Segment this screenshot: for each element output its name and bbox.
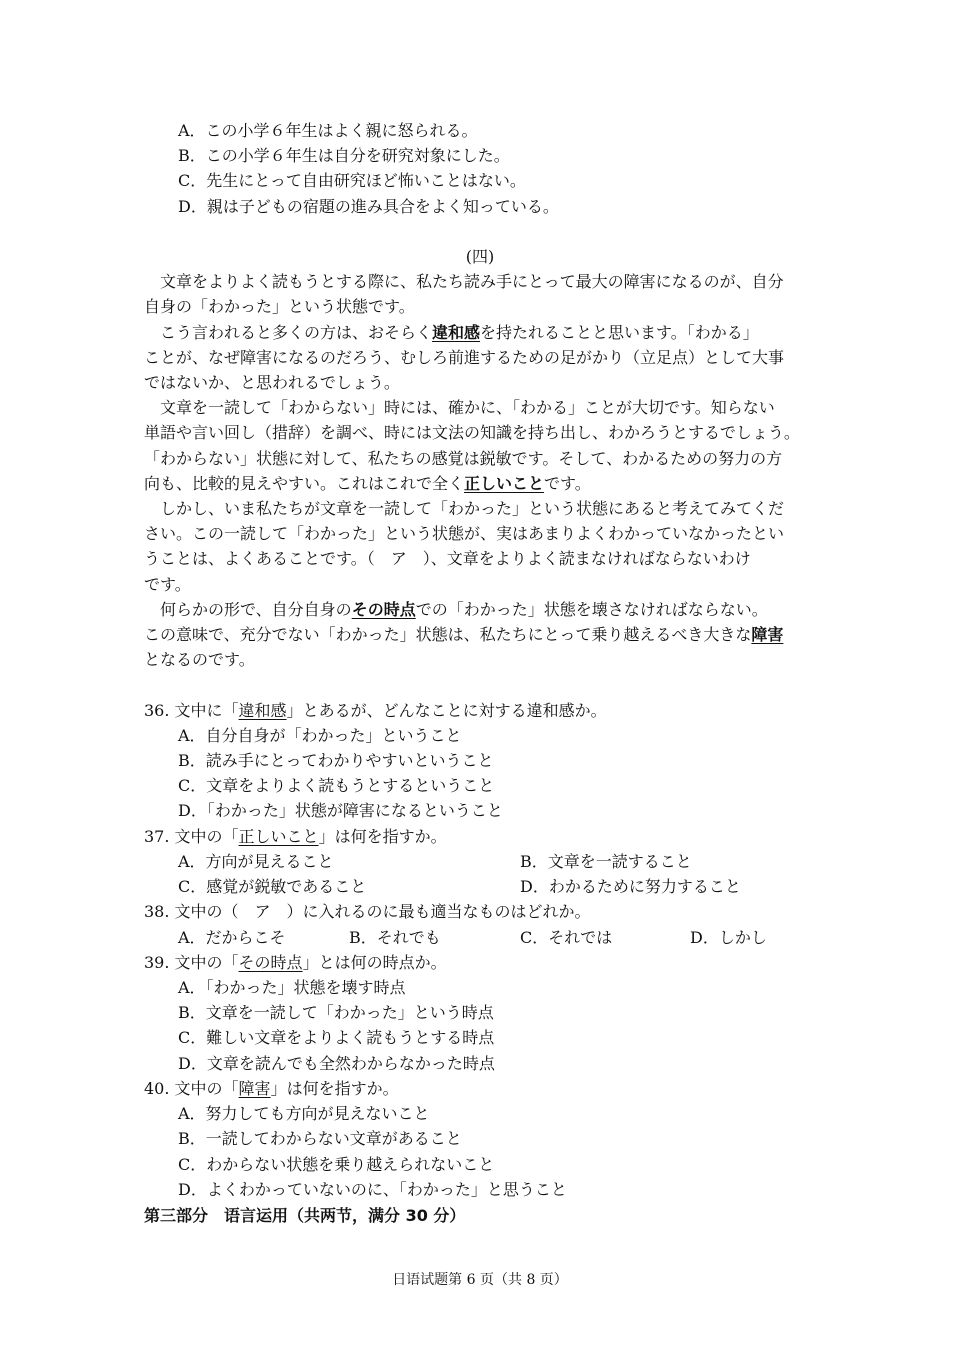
q40-option-b: B．一読してわからない文章があること bbox=[178, 1129, 462, 1148]
passage-text: 何らかの形で、自分自身の bbox=[160, 600, 352, 619]
question-text: 」は何を指すか。 bbox=[318, 827, 447, 846]
passage-line: です。 bbox=[144, 575, 191, 594]
question-text: 」とは何の時点か。 bbox=[302, 953, 447, 972]
option-a: A．この小学６年生はよく親に怒られる。 bbox=[178, 121, 478, 140]
q40-option-c: C．わからない状態を乗り越えられないこと bbox=[178, 1155, 495, 1174]
passage-text: です。 bbox=[544, 474, 591, 493]
q40-option-a: A．努力しても方向が見えないこと bbox=[178, 1104, 430, 1123]
passage-heading: (四) bbox=[465, 247, 495, 266]
option-c: C．先生にとって自由研究ほど怖いことはない。 bbox=[178, 171, 526, 190]
marked-word-iwakan: 違和感 bbox=[432, 323, 481, 342]
question-36 bbox=[144, 700, 607, 722]
passage-line: 文章を一読して「わからない」時には、確かに、「わかる」ことが大切です。知らない bbox=[160, 398, 775, 417]
question-38: 38. 文中の（ ア ）に入れるのに最も適当なものはどれか。 bbox=[144, 902, 591, 921]
q36-option-d: D．「わかった」状態が障害になるということ bbox=[178, 801, 503, 820]
section-title: 第三部分 语言运用（共两节，满分 30 分） bbox=[144, 1206, 466, 1225]
question-mark: 正しいこと bbox=[238, 827, 319, 846]
passage-line: しかし、いま私たちが文章を一読して「わかった」という状態にあると考えてみてくだ bbox=[160, 499, 785, 518]
q37-option-a: A．方向が見えること bbox=[178, 852, 334, 871]
q39-option-b: B．文章を一読して「わかった」という時点 bbox=[178, 1003, 494, 1022]
passage-text: こう言われると多くの方は、おそらく bbox=[160, 323, 433, 342]
option-d: D．親は子どもの宿題の進み具合をよく知っている。 bbox=[178, 197, 559, 216]
marked-word-tadashii: 正しいこと bbox=[464, 474, 545, 493]
passage-text: を持たれることと思います。「わかる」 bbox=[480, 323, 759, 342]
marked-word-sonojiten: その時点 bbox=[351, 600, 416, 619]
passage-line bbox=[144, 473, 591, 495]
passage-text: この意味で、充分でない「わかった」状態は、私たちにとって乗り越えるべき大きな bbox=[144, 625, 752, 644]
passage-line: うことは、よくあることです。（ ア ）、文章をよりよく読まなければならないわけ bbox=[144, 549, 751, 568]
passage-line: 自身の「わかった」という状態です。 bbox=[144, 297, 415, 316]
question-text: 40. 文中の「 bbox=[144, 1079, 239, 1098]
passage-line: ことが、なぜ障害になるのだろう、むしろ前進するための足がかり（立足点）として大事 bbox=[144, 348, 785, 367]
q38-option-a: A．だからこそ bbox=[178, 928, 286, 947]
question-40 bbox=[144, 1078, 399, 1100]
q38-option-d: D．しかし bbox=[690, 928, 767, 947]
passage-line bbox=[160, 599, 768, 621]
q38-option-c: C．それでは bbox=[520, 928, 613, 947]
marked-word-shougai: 障害 bbox=[751, 625, 784, 644]
passage-text: 向も、比較的見えやすい。これはこれで全く bbox=[144, 474, 465, 493]
passage-line: となるのです。 bbox=[144, 650, 255, 669]
q40-option-d: D．よくわかっていないのに、「わかった」と思うこと bbox=[178, 1180, 567, 1199]
q36-option-c: C．文章をよりよく読もうとするということ bbox=[178, 776, 495, 795]
page-footer: 日语试题第 6 页（共 8 页） bbox=[392, 1272, 568, 1288]
q39-option-d: D．文章を読んでも全然わからなかった時点 bbox=[178, 1054, 495, 1073]
passage-line bbox=[144, 624, 783, 646]
q37-option-c: C．感覚が鋭敏であること bbox=[178, 877, 367, 896]
question-mark: 違和感 bbox=[238, 701, 287, 720]
question-text: 37. 文中の「 bbox=[144, 827, 239, 846]
question-37 bbox=[144, 826, 447, 848]
q36-option-a: A．自分自身が「わかった」ということ bbox=[178, 726, 462, 745]
question-text: 」は何を指すか。 bbox=[270, 1079, 399, 1098]
question-39 bbox=[144, 952, 447, 974]
question-text: 」とあるが、どんなことに対する違和感か。 bbox=[286, 701, 607, 720]
question-text: 39. 文中の「 bbox=[144, 953, 239, 972]
passage-line: さい。この一読して「わかった」という状態が、実はあまりよくわかっていなかったとい bbox=[144, 524, 785, 543]
q39-option-c: C．難しい文章をよりよく読もうとする時点 bbox=[178, 1028, 495, 1047]
q38-option-b: B．それでも bbox=[349, 928, 441, 947]
q39-option-a: A．「わかった」状態を壊す時点 bbox=[178, 978, 406, 997]
question-mark: 障害 bbox=[238, 1079, 271, 1098]
passage-line: 「わからない」状態に対して、私たちの感覚は鋭敏です。そして、わかるための努力の方 bbox=[144, 449, 783, 468]
passage-line: ではないか、と思われるでしょう。 bbox=[144, 373, 400, 392]
question-mark: その時点 bbox=[238, 953, 303, 972]
q37-option-b: B．文章を一読すること bbox=[520, 852, 692, 871]
question-text: 36. 文中に「 bbox=[144, 701, 239, 720]
q36-option-b: B．読み手にとってわかりやすいということ bbox=[178, 751, 494, 770]
passage-text: での「わかった」状態を壊さなければならない。 bbox=[415, 600, 768, 619]
passage-line: 単語や言い回し（措辞）を調べ、時には文法の知識を持ち出し、わかろうとするでしょう。 bbox=[144, 423, 800, 442]
option-b: B．この小学６年生は自分を研究対象にした。 bbox=[178, 146, 510, 165]
passage-line: 文章をよりよく読もうとする際に、私たち読み手にとって最大の障害になるのが、自分 bbox=[160, 272, 784, 291]
q37-option-d: D．わかるために努力すること bbox=[520, 877, 741, 896]
passage-line bbox=[160, 322, 759, 344]
